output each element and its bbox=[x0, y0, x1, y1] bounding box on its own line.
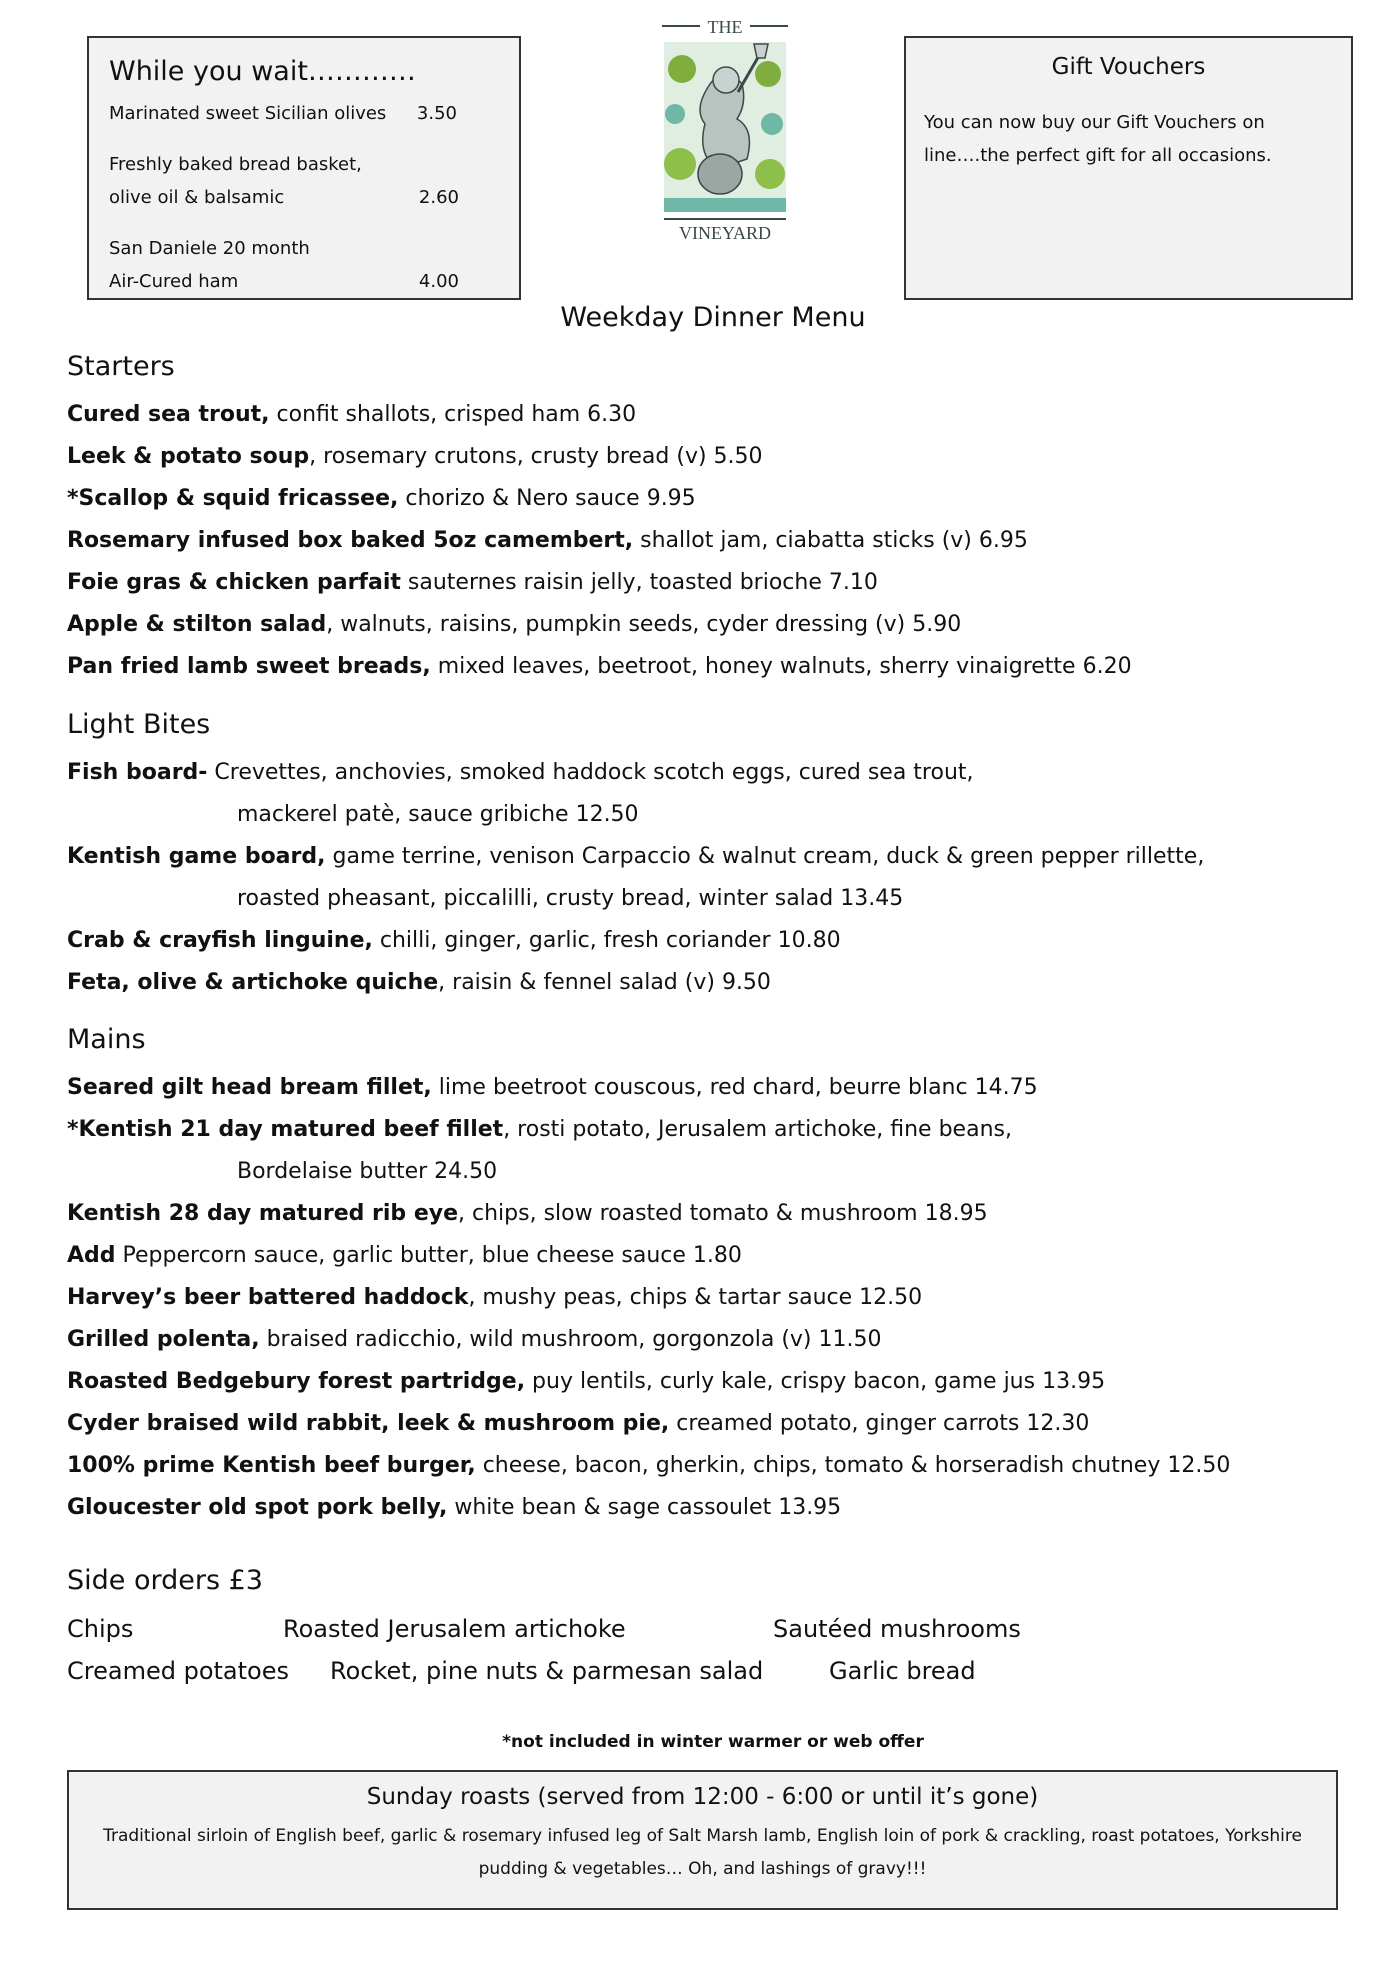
menu-item: Gloucester old spot pork belly, white bean & sage cassoulet 13.95 bbox=[67, 1495, 842, 1520]
menu-item: Feta, olive & artichoke quiche, raisin & fennel salad (v) 9.50 bbox=[67, 970, 771, 995]
while-you-wait-title: While you wait………… bbox=[109, 56, 416, 87]
side-item: Rocket, pine nuts & parmesan salad bbox=[330, 1657, 764, 1685]
side-item: Chips bbox=[67, 1615, 134, 1643]
menu-item-continuation: mackerel patè, sauce gribiche 12.50 bbox=[237, 802, 639, 827]
menu-item: Add Peppercorn sauce, garlic butter, blue cheese sauce 1.80 bbox=[67, 1243, 742, 1268]
menu-item: Cured sea trout, confit shallots, crisped ham 6.30 bbox=[67, 402, 637, 427]
wait-item-name: Freshly baked bread basket, bbox=[109, 154, 362, 175]
wait-item bbox=[109, 148, 499, 214]
menu-item: Cyder braised wild rabbit, leek & mushroom pie, creamed potato, ginger carrots 12.30 bbox=[67, 1411, 1090, 1436]
sunday-roasts-box bbox=[67, 1770, 1338, 1910]
side-orders-row bbox=[67, 1650, 1367, 1692]
logo-top-text: THE bbox=[707, 17, 743, 37]
section-heading: Starters bbox=[67, 351, 175, 382]
sunday-roasts-title: Sunday roasts (served from 12:00 - 6:00 or until it’s gone) bbox=[366, 1784, 1039, 1810]
menu-item: Kentish 28 day matured rib eye, chips, slow roasted tomato & mushroom 18.95 bbox=[67, 1201, 988, 1226]
while-you-wait-box bbox=[87, 36, 521, 300]
sunday-roasts-text: Traditional sirloin of English beef, garlic & rosemary infused leg of Salt Marsh lamb, English loin of pork & crackling, roast potatoes, Yorkshire pudding & vegetables… Oh, and lashings of gravy!!! bbox=[103, 1826, 1302, 1879]
side-orders-section bbox=[67, 1562, 1367, 1692]
menu-item: Roasted Bedgebury forest partridge, puy lentils, curly kale, crispy bacon, game jus 13.95 bbox=[67, 1369, 1106, 1394]
wait-item-name: Marinated sweet Sicilian olives bbox=[109, 103, 387, 124]
offer-note: *not included in winter warmer or web offer bbox=[502, 1732, 924, 1752]
gift-vouchers-box bbox=[904, 36, 1353, 300]
wait-item-price: 3.50 bbox=[416, 103, 457, 124]
starters-section bbox=[67, 348, 1367, 688]
menu-item: Leek & potato soup, rosemary crutons, crusty bread (v) 5.50 bbox=[67, 444, 763, 469]
side-item: Garlic bread bbox=[829, 1657, 976, 1685]
vineyard-logo bbox=[650, 14, 800, 244]
vineyard-logo-icon bbox=[650, 14, 800, 244]
section-heading: Light Bites bbox=[67, 709, 211, 740]
side-item: Creamed potatoes bbox=[67, 1657, 289, 1685]
section-heading: Side orders £3 bbox=[67, 1565, 263, 1596]
mains-section bbox=[67, 1021, 1367, 1529]
side-orders-row bbox=[67, 1608, 1367, 1650]
section-heading: Mains bbox=[67, 1024, 146, 1055]
menu-item: Harvey’s beer battered haddock, mushy peas, chips & tartar sauce 12.50 bbox=[67, 1285, 923, 1310]
side-item: Sautéed mushrooms bbox=[773, 1615, 1021, 1643]
wait-item-name: San Daniele 20 month bbox=[109, 238, 310, 259]
menu-item: Crab & crayfish linguine, chilli, ginger, garlic, fresh coriander 10.80 bbox=[67, 928, 841, 953]
wait-item-price: 4.00 bbox=[418, 271, 459, 292]
gift-vouchers-title: Gift Vouchers bbox=[1051, 54, 1206, 80]
menu-item: Foie gras & chicken parfait sauternes raisin jelly, toasted brioche 7.10 bbox=[67, 570, 878, 595]
menu-item: 100% prime Kentish beef burger, cheese, bacon, gherkin, chips, tomato & horseradish chutney 12.50 bbox=[67, 1453, 1231, 1478]
menu-item-continuation: roasted pheasant, piccalilli, crusty bread, winter salad 13.45 bbox=[237, 886, 904, 911]
wait-item bbox=[109, 232, 499, 298]
gift-vouchers-text: You can now buy our Gift Vouchers on line….the perfect gift for all occasions. bbox=[924, 112, 1272, 166]
menu-item: Rosemary infused box baked 5oz camembert, shallot jam, ciabatta sticks (v) 6.95 bbox=[67, 528, 1028, 553]
menu-item: *Kentish 21 day matured beef fillet, rosti potato, Jerusalem artichoke, fine beans, bbox=[67, 1117, 1012, 1142]
light-bites-section bbox=[67, 706, 1367, 1004]
menu-item: Apple & stilton salad, walnuts, raisins, pumpkin seeds, cyder dressing (v) 5.90 bbox=[67, 612, 962, 637]
menu-item: *Scallop & squid fricassee, chorizo & Nero sauce 9.95 bbox=[67, 486, 696, 511]
side-item: Roasted Jerusalem artichoke bbox=[283, 1615, 626, 1643]
menu-item-continuation: Bordelaise butter 24.50 bbox=[237, 1159, 498, 1184]
wait-item-price: 2.60 bbox=[418, 187, 459, 208]
wait-item-name: olive oil & balsamic bbox=[109, 187, 285, 208]
menu-item: Seared gilt head bream fillet, lime beetroot couscous, red chard, beurre blanc 14.75 bbox=[67, 1075, 1038, 1100]
wait-item bbox=[109, 97, 499, 130]
wait-item-name: Air-Cured ham bbox=[109, 271, 239, 292]
menu-item: Grilled polenta, braised radicchio, wild mushroom, gorgonzola (v) 11.50 bbox=[67, 1327, 882, 1352]
menu-item: Kentish game board, game terrine, venison Carpaccio & walnut cream, duck & green pepper rillette, bbox=[67, 844, 1205, 869]
menu-item: Fish board- Crevettes, anchovies, smoked haddock scotch eggs, cured sea trout, bbox=[67, 760, 974, 785]
menu-item: Pan fried lamb sweet breads, mixed leaves, beetroot, honey walnuts, sherry vinaigrette 6.20 bbox=[67, 654, 1132, 679]
logo-bottom-text: VINEYARD bbox=[679, 223, 771, 243]
menu-title: Weekday Dinner Menu bbox=[560, 302, 866, 333]
